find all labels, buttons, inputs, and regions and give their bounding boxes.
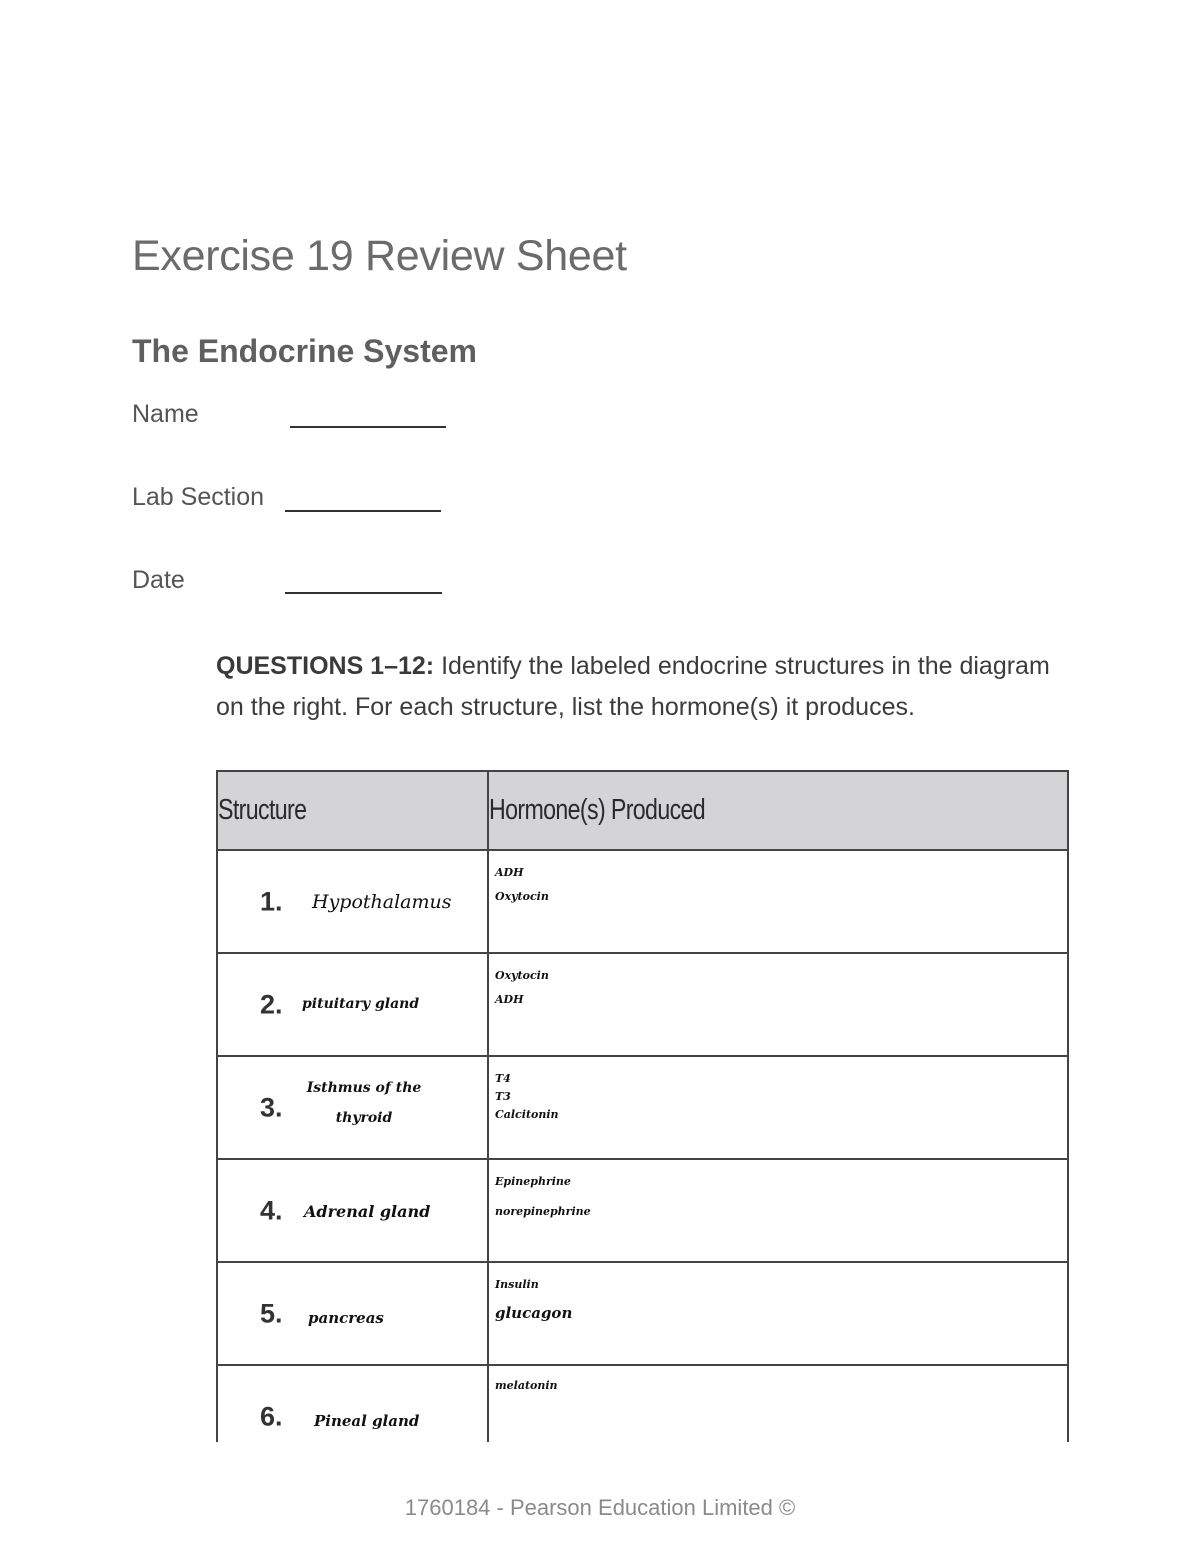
structure-cell[interactable] <box>217 1159 488 1262</box>
hormone-column-header <box>488 771 1068 850</box>
hormone-list <box>495 1378 558 1394</box>
hormone-table-container <box>216 770 1069 1442</box>
hormone-answer: norepinephrine <box>495 1205 591 1218</box>
hormone-list <box>495 1277 572 1321</box>
instructions <box>216 646 1056 728</box>
hormone-answer: Oxytocin <box>495 890 549 903</box>
hormone-answer: T3 <box>495 1090 511 1103</box>
lab-section-field[interactable] <box>285 510 441 512</box>
row-number: 2. <box>260 989 283 1019</box>
structure-cell[interactable] <box>217 1365 488 1442</box>
structure-column-header <box>217 771 488 850</box>
instructions-lead: QUESTIONS 1–12: <box>216 652 435 680</box>
hormone-list <box>495 1071 559 1123</box>
structure-answer: Pineal gland <box>314 1412 420 1430</box>
structure-cell[interactable] <box>217 850 488 953</box>
date-label: Date <box>132 566 185 594</box>
lab-section-label: Lab Section <box>132 483 265 511</box>
structure-answer: Hypothalamus <box>312 891 452 913</box>
structure-answer: pituitary gland <box>302 996 420 1012</box>
hormone-answer: T4 <box>495 1072 511 1085</box>
hormone-list <box>495 968 549 1008</box>
hormone-cell[interactable] <box>488 953 1068 1056</box>
structure-cell[interactable] <box>217 1056 488 1159</box>
table-row <box>217 1159 1068 1262</box>
hormone-answer: ADH <box>495 866 524 879</box>
table-row <box>217 850 1068 953</box>
hormone-answer: glucagon <box>495 1304 573 1322</box>
hormone-answer: melatonin <box>495 1379 558 1392</box>
hormone-cell[interactable] <box>488 1365 1068 1442</box>
table-row <box>217 1365 1068 1442</box>
structure-cell[interactable] <box>217 953 488 1056</box>
row-number: 4. <box>260 1195 283 1225</box>
hormone-answer: Epinephrine <box>495 1175 571 1188</box>
name-field[interactable] <box>290 426 446 428</box>
structure-cell[interactable] <box>217 1262 488 1365</box>
footer-copyright: 1760184 - Pearson Education Limited © <box>404 1495 796 1520</box>
hormone-answer: ADH <box>495 993 524 1006</box>
structure-answer: Adrenal gland <box>304 1202 431 1221</box>
row-number: 3. <box>260 1092 283 1122</box>
table-header-row <box>217 771 1068 850</box>
hormone-list <box>495 865 549 905</box>
hormone-cell[interactable] <box>488 1056 1068 1159</box>
hormone-cell[interactable] <box>488 850 1068 953</box>
hormone-cell[interactable] <box>488 1159 1068 1262</box>
hormone-header-label: Hormone(s) Produced <box>489 794 706 826</box>
hormone-answer: Insulin <box>495 1278 539 1291</box>
page-title: Exercise 19 Review Sheet <box>132 232 627 280</box>
row-number: 1. <box>260 886 283 916</box>
table-row <box>217 1262 1068 1365</box>
hormone-cell[interactable] <box>488 1262 1068 1365</box>
row-number: 5. <box>260 1298 283 1328</box>
structure-answer: Isthmus of the thyroid <box>306 1080 422 1126</box>
hormone-answer: Oxytocin <box>495 969 549 982</box>
instructions-text: Identify the labeled endocrine structures in the diagram on the right. For each structure, list the hormone(s) it produces. <box>216 652 1050 721</box>
structure-answer: pancreas <box>308 1309 384 1327</box>
page-subtitle: The Endocrine System <box>132 333 477 369</box>
date-field[interactable] <box>285 592 442 594</box>
table-row <box>217 953 1068 1056</box>
name-label: Name <box>132 400 199 428</box>
row-number: 6. <box>260 1401 283 1431</box>
structure-header-label: Structure <box>218 794 307 826</box>
table-row <box>217 1056 1068 1159</box>
hormone-table <box>216 770 1069 1442</box>
hormone-list <box>495 1174 591 1220</box>
hormone-answer: Calcitonin <box>495 1108 559 1121</box>
